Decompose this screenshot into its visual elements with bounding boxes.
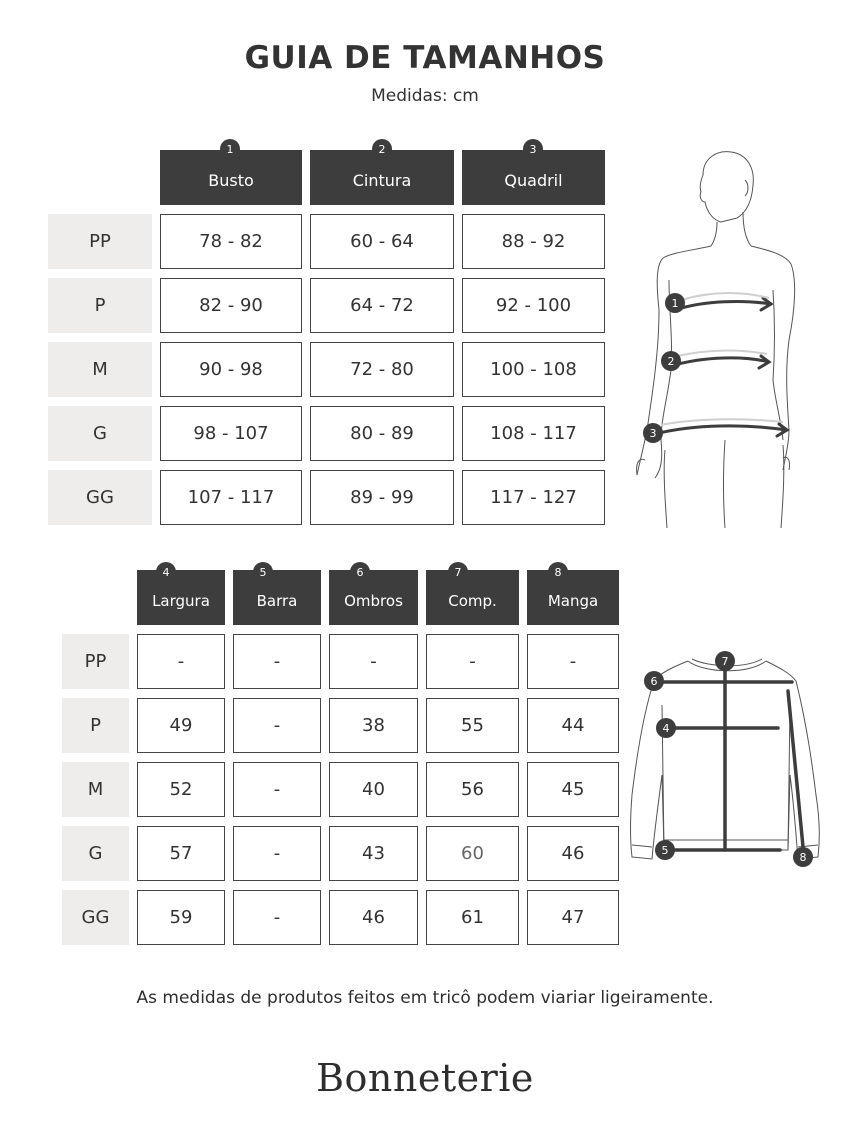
marker-label-1: 1: [671, 297, 679, 310]
table-cell: 61: [426, 890, 519, 945]
table-cell: -: [233, 698, 321, 753]
table-cell: -: [137, 634, 225, 689]
table-cell: 107 - 117: [160, 470, 302, 525]
table-cell: 56: [426, 762, 519, 817]
table-cell: 100 - 108: [462, 342, 605, 397]
row-label-gg: GG: [48, 470, 152, 525]
sweater-measurement-illustration: [628, 645, 828, 870]
table-cell: 46: [527, 826, 619, 881]
col-header-cintura: Cintura: [310, 150, 454, 205]
table-cell: 55: [426, 698, 519, 753]
marker-label-6: 6: [650, 675, 658, 688]
col-header-busto: Busto: [160, 150, 302, 205]
footnote: As medidas de produtos feitos em tricô podem viariar ligeiramente.: [136, 988, 714, 1008]
table-cell: 89 - 99: [310, 470, 454, 525]
col-header-largura: Largura: [137, 570, 225, 625]
marker-number-7: 7: [448, 562, 468, 582]
marker-label-2: 2: [667, 355, 675, 368]
table-cell: 117 - 127: [462, 470, 605, 525]
col-header-ombros: Ombros: [329, 570, 418, 625]
col-header-comp: Comp.: [426, 570, 519, 625]
table-cell: 38: [329, 698, 418, 753]
table-cell: 78 - 82: [160, 214, 302, 269]
page-subtitle: Medidas: cm: [371, 86, 479, 106]
row-label-g: G: [48, 406, 152, 461]
col-header-barra: Barra: [233, 570, 321, 625]
page-title: GUIA DE TAMANHOS: [244, 40, 606, 76]
table-cell: 49: [137, 698, 225, 753]
table-cell: 47: [527, 890, 619, 945]
row-label-pp: PP: [62, 634, 129, 689]
row-label-g: G: [62, 826, 129, 881]
table-cell: 92 - 100: [462, 278, 605, 333]
table-cell: -: [233, 762, 321, 817]
marker-number-1: 1: [220, 139, 240, 159]
marker-number-2: 2: [372, 139, 392, 159]
table-cell: 88 - 92: [462, 214, 605, 269]
table-cell: 45: [527, 762, 619, 817]
marker-label-4: 4: [662, 722, 670, 735]
marker-number-5: 5: [253, 562, 273, 582]
row-label-m: M: [62, 762, 129, 817]
table-cell: 82 - 90: [160, 278, 302, 333]
table-cell: -: [233, 634, 321, 689]
col-header-quadril: Quadril: [462, 150, 605, 205]
table-cell: -: [426, 634, 519, 689]
row-label-gg: GG: [62, 890, 129, 945]
brand-logo: Bonneterie: [316, 1056, 534, 1100]
table-cell: -: [233, 826, 321, 881]
table-cell: 46: [329, 890, 418, 945]
table-cell: 90 - 98: [160, 342, 302, 397]
marker-number-8: 8: [548, 562, 568, 582]
marker-number-3: 3: [523, 139, 543, 159]
table-cell: 98 - 107: [160, 406, 302, 461]
row-label-p: P: [48, 278, 152, 333]
row-label-m: M: [48, 342, 152, 397]
marker-number-6: 6: [350, 562, 370, 582]
marker-label-3: 3: [649, 427, 657, 440]
table-cell: 80 - 89: [310, 406, 454, 461]
body-measurement-illustration: [625, 140, 825, 530]
row-label-p: P: [62, 698, 129, 753]
col-header-manga: Manga: [527, 570, 619, 625]
table-cell: 44: [527, 698, 619, 753]
row-label-pp: PP: [48, 214, 152, 269]
table-cell: -: [233, 890, 321, 945]
table-cell: 64 - 72: [310, 278, 454, 333]
table-cell: 60 - 64: [310, 214, 454, 269]
table-cell: 59: [137, 890, 225, 945]
table-cell: 43: [329, 826, 418, 881]
marker-number-4: 4: [156, 562, 176, 582]
marker-label-7: 7: [721, 655, 729, 668]
table-cell: 108 - 117: [462, 406, 605, 461]
table-cell: -: [527, 634, 619, 689]
marker-label-5: 5: [661, 844, 669, 857]
marker-label-8: 8: [799, 851, 807, 864]
table-cell: 40: [329, 762, 418, 817]
table-cell: -: [329, 634, 418, 689]
table-cell: 57: [137, 826, 225, 881]
table-cell: 52: [137, 762, 225, 817]
table-cell: 72 - 80: [310, 342, 454, 397]
table-cell: 60: [426, 826, 519, 881]
